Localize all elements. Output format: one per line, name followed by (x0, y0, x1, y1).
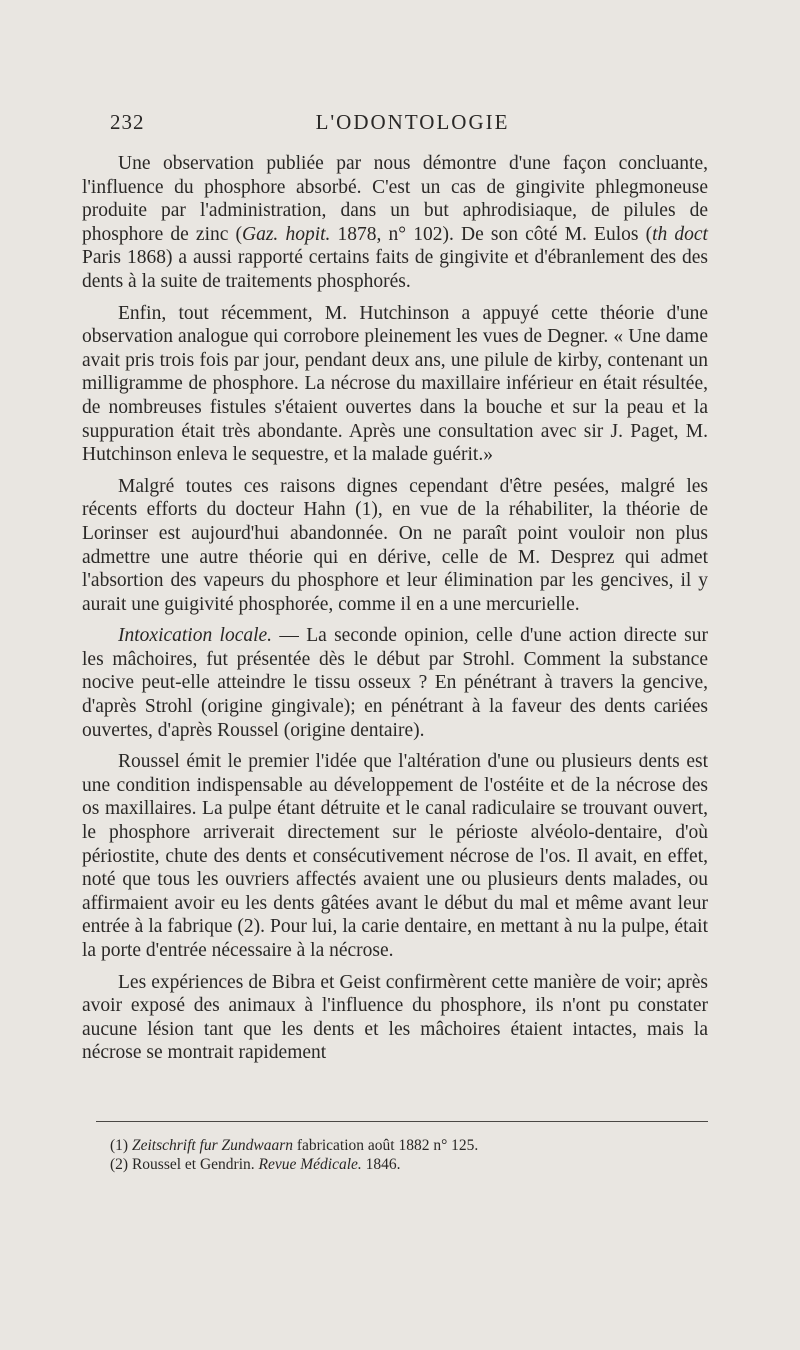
text-run: (2) Roussel et Gendrin. (110, 1156, 259, 1173)
text-run: Enfin, tout récemment, M. Hutchinson a appuyé cette théorie d'une observation analogue qui corrobore pleinement les vues de Degner. « Une dame avait pris trois fois par jour, pendant deux ans, une pilule de kirby, contenant un milligramme de phosphore. La nécrose du maxillaire inférieur en était résultée, de nombreuses fistules s'étaient ouvertes dans la bouche et sur la peau et la suppuration était très abondante. Après une consultation avec sir J. Paget, M. Hutchinson enleva le sequestre, et la malade guérit.» (82, 302, 708, 466)
italic-text-run: Zeitschrift fur Zundwaarn (131, 1137, 294, 1154)
paragraph (82, 302, 708, 467)
italic-text-run: Revue Médicale. (258, 1156, 362, 1173)
text-run: (1) (110, 1137, 132, 1154)
italic-text-run: Gaz. hopit. (242, 223, 331, 245)
page-number: 232 (110, 110, 145, 134)
page-header (110, 110, 715, 138)
paragraph (82, 750, 708, 962)
footnote (110, 1136, 708, 1155)
italic-text-run: Intoxication locale. (118, 625, 273, 647)
body-text (82, 152, 708, 1073)
text-run: Malgré toutes ces raisons dignes cependant d'être pesées, malgré les récents efforts du docteur Hahn (1), en vue de la réhabiliter, la théorie de Lorinser est aujourd'hui abandonnée. On ne paraît point vouloir non plus admettre une autre théorie qui en dérive, celle de M. Desprez qui admet l'absortion des vapeurs du phosphore et leur élimination par les gencives, il y aurait une guigivité phosphorée, comme il en a une mercurielle. (82, 475, 708, 615)
paragraph (82, 624, 708, 742)
text-run: Une observation publiée par nous démontre d'une façon concluante, l'influence du phosphore absorbé. C'est un cas de gingivite phlegmoneuse produite par l'administration, dans un but aphrodisiaque, de pilules de phosphore de zinc ( (82, 153, 708, 245)
text-run: Les expériences de Bibra et Geist confirmèrent cette manière de voir; après avoir exposé des animaux à l'influence du phosphore, ils n'ont pu constater aucune lésion tant que les dents et les mâchoires étaient intactes, mais la nécrose se montrait rapidement (82, 971, 708, 1064)
italic-text-run: th doct (652, 223, 708, 245)
text-run: Paris 1868) a aussi rapporté certains faits de gingivite et d'ébranlement des des dents à la suite de traitements phosphorés. (82, 247, 708, 292)
paragraph (82, 971, 708, 1065)
footnote (110, 1155, 708, 1174)
text-run: Roussel émit le premier l'idée que l'altération d'une ou plusieurs dents est une condition indispensable au développement de l'ostéite et de la nécrose des os maxillaires. La pulpe étant détruite et le canal radiculaire se trouvant ouvert, le phosphore arriverait directement sur le périoste alvéolo-dentaire, d'où périostite, chute des dents et consécutivement nécrose de l'os. Il avait, en effet, noté que tous les ouvriers affectés avaient une ou plusieurs dents malades, ou affirmaient avoir eu les dents gâtées avant le début du mal et même avant leur entrée à la fabrique (2). Pour lui, la carie dentaire, en mettant à nu la pulpe, était la porte d'entrée nécessaire à la nécrose. (82, 751, 708, 961)
text-run: fabrication août 1882 n° 125. (293, 1137, 479, 1154)
footnote-rule (96, 1121, 708, 1122)
text-run: 1846. (361, 1156, 401, 1173)
text-run: 1878, n° 102). De son côté M. Eulos ( (330, 223, 653, 245)
text-run: — La seconde opinion, celle d'une action directe sur les mâchoires, fut présentée dès le début par Strohl. Comment la substance nocive peut-elle atteindre le tissu osseux ? En pénétrant à travers la gencive, d'après Strohl (origine gingivale); en pénétrant à la faveur des dents cariées ouvertes, d'après Roussel (origine dentaire). (82, 625, 708, 741)
paragraph (82, 475, 708, 617)
running-title: L'ODONTOLOGIE (315, 110, 510, 134)
paragraph (82, 152, 708, 294)
footnotes (110, 1136, 708, 1174)
